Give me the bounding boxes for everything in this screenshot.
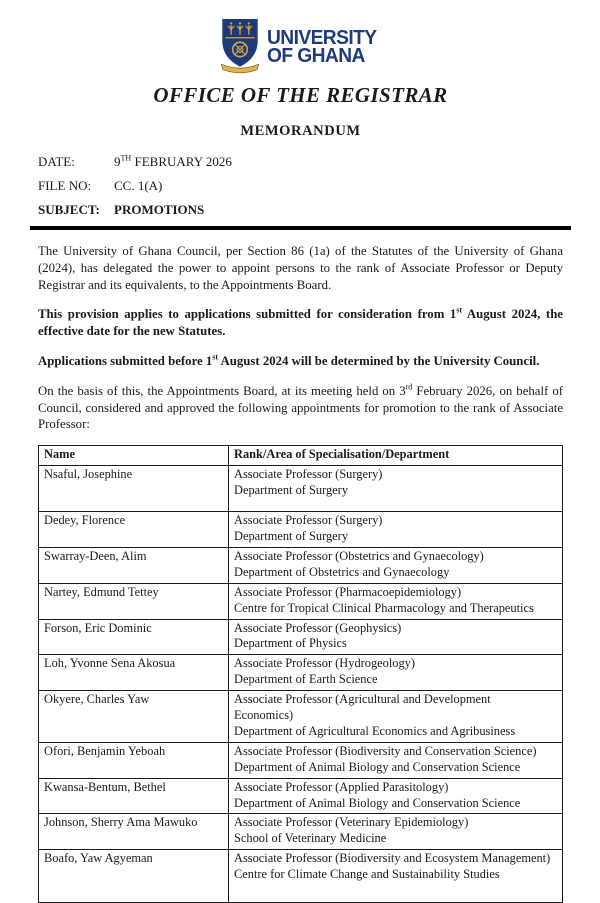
table-header-row (39, 446, 563, 466)
university-logo (38, 18, 563, 75)
table-row (39, 850, 563, 903)
university-wordmark-line1: UNIVERSITY (266, 26, 377, 49)
date-value: 9TH FEBRUARY 2026 (114, 153, 232, 169)
university-crest-icon (220, 18, 260, 75)
column-header-rank: Rank/Area of Specialisation/Department (229, 446, 563, 466)
rank-dept-line: Associate Professor (Surgery) (234, 467, 383, 482)
promotee-name: Johnson, Sherry Ama Mawuko (39, 814, 229, 850)
memo-meta (38, 154, 563, 230)
rank-dept-line: Department of Animal Biology and Conservation Science (234, 795, 521, 810)
rank-dept-line: Department of Agricultural Economics and Agribusiness (234, 723, 516, 738)
table-row (39, 742, 563, 778)
rank-dept-line: Department of Surgery (234, 528, 349, 543)
promotee-rank-dept (229, 742, 563, 778)
rank-dept-line: Associate Professor (Pharmacoepidemiology) (234, 584, 462, 599)
file-no-row (38, 178, 563, 194)
rank-dept-line: Associate Professor (Biodiversity and Conservation Science) (234, 743, 537, 758)
table-row (39, 547, 563, 583)
table-row (39, 619, 563, 655)
column-header-name: Name (39, 446, 229, 466)
rank-dept-line: School of Veterinary Medicine (234, 831, 387, 846)
rank-dept-line: Department of Physics (234, 636, 347, 651)
rank-dept-line: Associate Professor (Biodiversity and Ecosystem Management) (234, 851, 551, 866)
table-row (39, 466, 563, 512)
memo-title: MEMORANDUM (240, 123, 361, 139)
office-title: OFFICE OF THE REGISTRAR (153, 83, 448, 107)
promotee-rank-dept (229, 619, 563, 655)
rank-dept-line: Associate Professor (Geophysics) (234, 620, 402, 635)
paragraph-before-august: Applications submitted before 1st August 2024 will be determined by the University Council. (38, 352, 540, 368)
table-row (39, 778, 563, 814)
subject-row (38, 202, 563, 218)
promotee-rank-dept (229, 778, 563, 814)
university-wordmark (266, 26, 377, 67)
promotee-name: Loh, Yvonne Sena Akosua (39, 655, 229, 691)
promotee-name: Kwansa-Bentum, Bethel (39, 778, 229, 814)
table-row (39, 512, 563, 548)
rank-dept-line: Department of Obstetrics and Gynaecology (234, 564, 450, 579)
subject-divider (30, 226, 571, 230)
promotee-name: Forson, Eric Dominic (39, 619, 229, 655)
promotee-name: Nartey, Edmund Tettey (39, 583, 229, 619)
promotee-name: Ofori, Benjamin Yeboah (39, 742, 229, 778)
promotee-rank-dept (229, 466, 563, 512)
promotee-rank-dept (229, 583, 563, 619)
table-row (39, 691, 563, 743)
table-row (39, 814, 563, 850)
rank-dept-line: Centre for Climate Change and Sustainability Studies (234, 867, 500, 882)
promotee-rank-dept (229, 850, 563, 903)
university-wordmark-line2: OF GHANA (266, 44, 365, 67)
rank-dept-line: Associate Professor (Hydrogeology) (234, 656, 416, 671)
table-row (39, 655, 563, 691)
date-label: DATE: (38, 154, 75, 169)
promotee-rank-dept (229, 512, 563, 548)
promotee-name: Swarray-Deen, Alim (39, 547, 229, 583)
paragraph-approvals: On the basis of this, the Appointments Board, at its meeting held on 3rd February 2026, on behalf of Council, considered and approved the following appointments for promotion to the rank of Associate Professor: (38, 382, 563, 432)
subject-value: PROMOTIONS (114, 202, 205, 217)
table-row (39, 583, 563, 619)
rank-dept-line: Department of Surgery (234, 482, 349, 497)
rank-dept-line: Associate Professor (Agricultural and Development (234, 692, 491, 707)
promotee-name: Boafo, Yaw Agyeman (39, 850, 229, 903)
rank-dept-line: Associate Professor (Obstetrics and Gynaecology) (234, 548, 484, 563)
file-no-label: FILE NO: (38, 178, 92, 193)
rank-dept-line: Centre for Tropical Clinical Pharmacology and Therapeutics (234, 600, 534, 615)
promotions-table (38, 445, 563, 903)
promotee-name: Nsaful, Josephine (39, 466, 229, 512)
date-row (38, 154, 563, 170)
rank-dept-line: Department of Animal Biology and Conservation Science (234, 759, 521, 774)
paragraph-delegation: The University of Ghana Council, per Section 86 (1a) of the Statutes of the University of Ghana (2024), has delegated the power to appoint persons to the rank of Associate Professor or Deputy Registrar and its equivalents, to the Appointments Board. (38, 244, 563, 292)
rank-dept-line: Department of Earth Science (234, 672, 378, 687)
promotee-name: Okyere, Charles Yaw (39, 691, 229, 743)
promotee-name: Dedey, Florence (39, 512, 229, 548)
rank-dept-line: Economics) (234, 708, 294, 723)
promotee-rank-dept (229, 547, 563, 583)
paragraph-provision: This provision applies to applications submitted for consideration from 1st August 2024, the effective date for the new Statutes. (38, 306, 563, 339)
subject-label: SUBJECT: (38, 202, 100, 217)
promotee-rank-dept (229, 655, 563, 691)
rank-dept-line: Associate Professor (Veterinary Epidemiology) (234, 815, 469, 830)
promotee-rank-dept (229, 814, 563, 850)
promotee-rank-dept (229, 691, 563, 743)
rank-dept-line: Associate Professor (Applied Parasitology) (234, 779, 449, 794)
file-no-value: CC. 1(A) (114, 178, 163, 193)
rank-dept-line: Associate Professor (Surgery) (234, 513, 383, 528)
memo-body (38, 243, 563, 433)
